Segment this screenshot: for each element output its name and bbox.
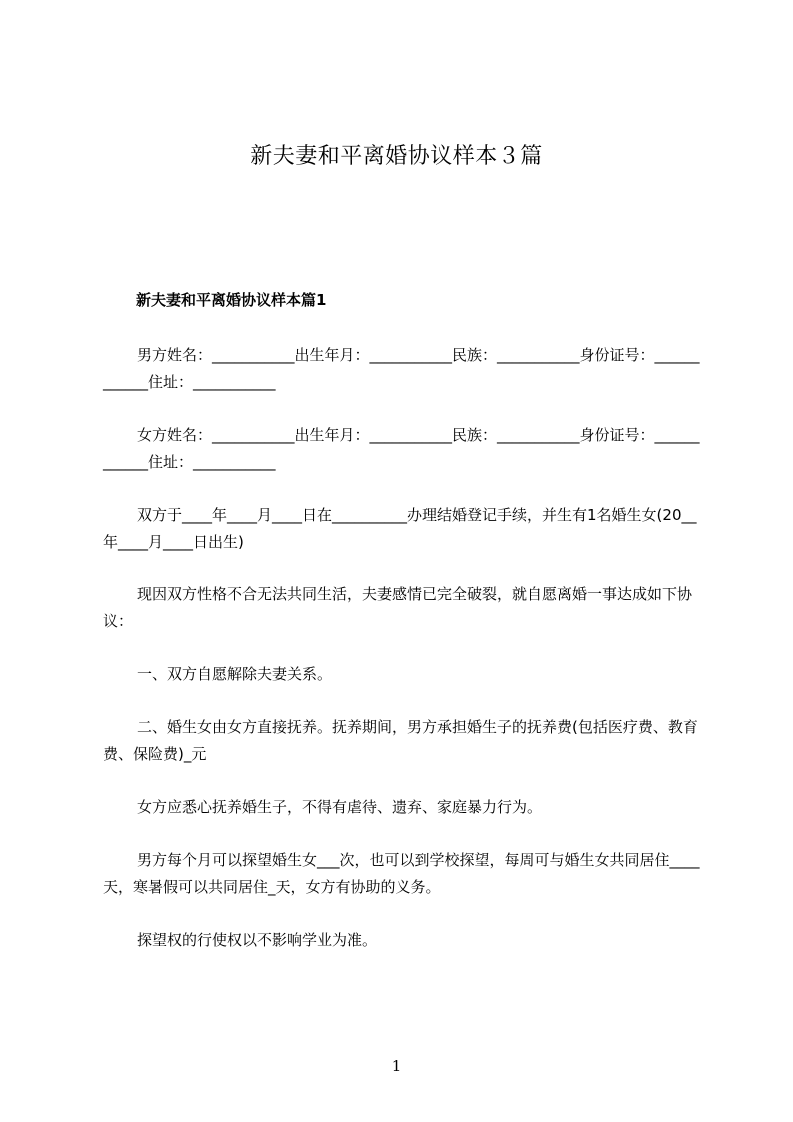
paragraph-marriage-registration: 双方于____年____月____日在__________办理结婚登记手续，并生有1名婚生女(20__年____月____日出生) [103, 506, 697, 551]
document-title: 新夫妻和平离婚协议样本３篇 [250, 144, 543, 169]
paragraph-visitation: 男方每个月可以探望婚生女___次，也可以到学校探望，每周可与婚生女共同居住____天，寒暑假可以共同居住_天，女方有协助的义务。 [103, 851, 700, 896]
paragraph-female-info: 女方姓名：___________出生年月：___________民族：___________身份证号：____________住址：___________ [103, 426, 700, 471]
page-number: 1 [391, 1057, 402, 1075]
paragraph-clause-2: 二、婚生女由女方直接抚养。抚养期间，男方承担婚生子的抚养费(包括医疗费、教育费、保险费)_元 [103, 718, 698, 763]
paragraph-divorce-reason: 现因双方性格不合无法共同生活，夫妻感情已完全破裂，就自愿离婚一事达成如下协议： [103, 585, 693, 630]
paragraph-male-info: 男方姓名：___________出生年月：___________民族：___________身份证号：____________住址：___________ [103, 346, 700, 391]
paragraph-care-obligation: 女方应悉心抚养婚生子，不得有虐待、遗弃、家庭暴力行为。 [137, 798, 543, 816]
paragraph-clause-1: 一、双方自愿解除夫妻关系。 [137, 665, 333, 683]
section-heading: 新夫妻和平离婚协议样本篇1 [136, 291, 327, 309]
paragraph-visitation-limit: 探望权的行使权以不影响学业为准。 [137, 931, 378, 949]
